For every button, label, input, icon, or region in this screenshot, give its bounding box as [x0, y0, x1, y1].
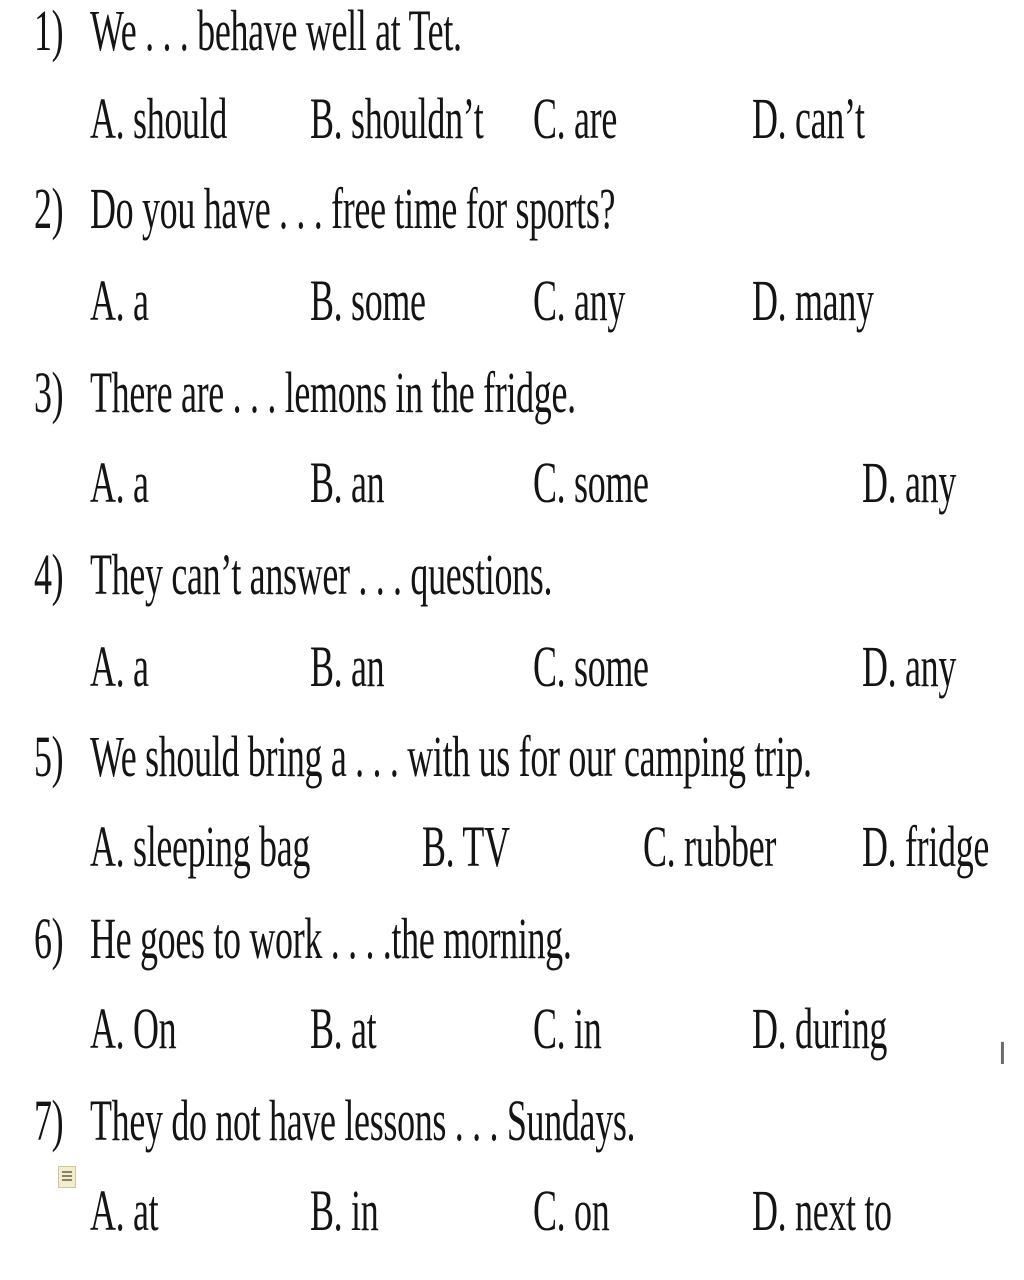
option-b: B. in — [310, 1178, 379, 1243]
question-3 — [0, 358, 1024, 428]
option-d: D. next to — [752, 1178, 892, 1243]
option-d: D. many — [752, 268, 874, 333]
option-c: C. are — [533, 86, 618, 151]
option-a: A. at — [90, 1178, 159, 1243]
question-7-options — [0, 1176, 1024, 1246]
option-a: A. sleeping bag — [90, 814, 311, 879]
option-b: B. some — [310, 268, 426, 333]
option-d: D. during — [752, 996, 888, 1061]
question-6 — [0, 904, 1024, 974]
option-a: A. On — [90, 996, 177, 1061]
question-number: 7) — [34, 1088, 64, 1153]
option-d: D. can’t — [752, 86, 865, 151]
option-a: A. a — [90, 634, 149, 699]
question-4-options — [0, 632, 1024, 702]
question-number: 5) — [34, 724, 64, 789]
question-1 — [0, 0, 1024, 66]
question-2-options — [0, 266, 1024, 336]
question-text: He goes to work . . . .the morning. — [90, 906, 572, 971]
question-text: They do not have lessons . . . Sundays. — [90, 1088, 636, 1153]
option-b: B. an — [310, 634, 385, 699]
option-a: A. a — [90, 268, 149, 333]
option-c: C. in — [533, 996, 602, 1061]
question-5-options — [0, 812, 1024, 882]
question-7 — [0, 1086, 1024, 1156]
option-c: C. some — [533, 450, 649, 515]
option-d: D. any — [862, 450, 957, 515]
question-number: 3) — [34, 360, 64, 425]
question-6-options — [0, 994, 1024, 1064]
question-text: We . . . behave well at Tet. — [90, 0, 462, 63]
option-c: C. any — [533, 268, 626, 333]
question-5 — [0, 722, 1024, 792]
question-text: Do you have . . . free time for sports? — [90, 176, 616, 241]
question-text: They can’t answer . . . questions. — [90, 542, 553, 607]
question-text: There are . . . lemons in the fridge. — [90, 360, 576, 425]
option-b: B. an — [310, 450, 385, 515]
option-a: A. a — [90, 450, 149, 515]
option-c: C. rubber — [643, 814, 777, 879]
option-b: B. at — [310, 996, 377, 1061]
option-a: A. should — [90, 86, 228, 151]
text-cursor-icon: I — [998, 1037, 1007, 1072]
option-d: D. fridge — [862, 814, 990, 879]
question-3-options — [0, 448, 1024, 518]
option-c: C. on — [533, 1178, 610, 1243]
question-4 — [0, 540, 1024, 610]
question-2 — [0, 174, 1024, 244]
question-number: 6) — [34, 906, 64, 971]
question-1-options — [0, 84, 1024, 154]
question-number: 4) — [34, 542, 64, 607]
question-text: We should bring a . . . with us for our camping trip. — [90, 724, 812, 789]
option-d: D. any — [862, 634, 957, 699]
option-b: B. shouldn’t — [310, 86, 484, 151]
option-b: B. TV — [422, 814, 510, 879]
option-c: C. some — [533, 634, 649, 699]
question-number: 1) — [34, 0, 64, 63]
question-number: 2) — [34, 176, 64, 241]
